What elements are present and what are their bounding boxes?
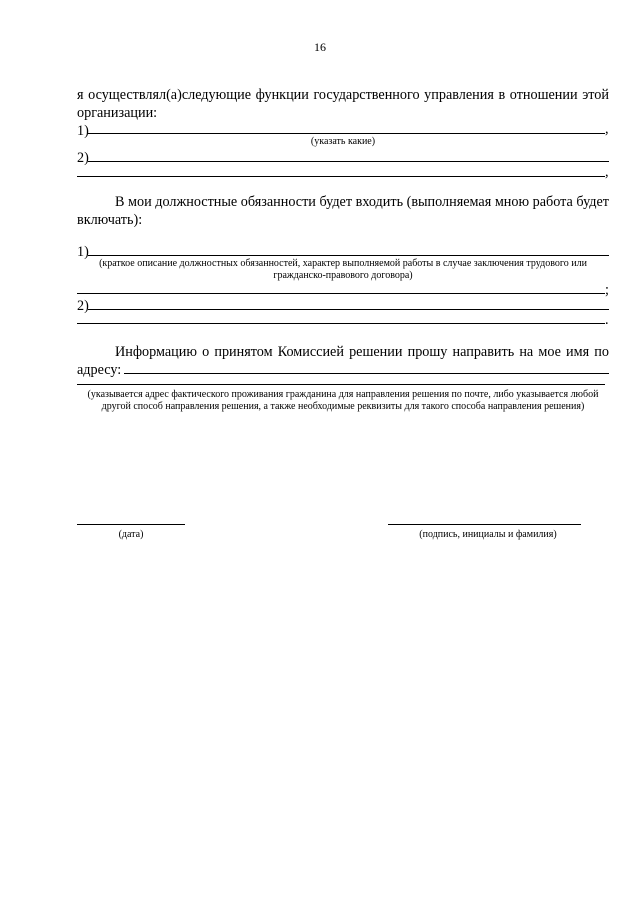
address-line[interactable] [124,373,609,374]
hint-specify: (указать какие) [310,136,376,147]
decision-intro: Информацию о принятом Комиссией решении прошу направить на мое имя по адресу: [77,344,609,378]
item-2-number: 2) [77,150,89,166]
functions-item-1-line[interactable] [88,133,605,134]
duties-item-2-line[interactable] [88,309,609,310]
signature-line[interactable] [388,524,581,525]
duties-item-1-number: 1) [77,244,89,260]
signature-caption: (подпись, инициалы и фамилия) [419,529,557,540]
duties-item-1-semicolon: ; [605,282,609,298]
date-caption: (дата) [118,529,144,540]
item-1-comma: , [605,121,609,137]
date-line[interactable] [77,524,185,525]
duties-item-1-line[interactable] [88,255,609,256]
duties-item-2-number: 2) [77,298,89,314]
page-number: 16 [314,40,326,54]
hint-duties: (краткое описание должностных обязанностей, характер выполняемой работы в случае заключения трудового или гражданско-правового договора) [99,258,587,281]
functions-item-2-continuation-line[interactable] [77,176,605,177]
functions-item-2-line[interactable] [88,161,609,162]
item-2-comma: , [605,164,609,180]
duties-item-2-period: . [605,312,609,328]
address-continuation-line[interactable] [77,384,605,385]
hint-address: (указывается адрес фактического проживания гражданина для направления решения по почте, либо указывается любой другой способ направления решения, а также необходимые реквизиты для такого способа направления решения) [87,389,599,412]
duties-item-1-continuation-line[interactable] [77,293,605,294]
duties-intro: В мои должностные обязанности будет входить (выполняемая мною работа будет включать): [77,194,609,228]
item-1-number: 1) [77,123,89,139]
duties-item-2-continuation-line[interactable] [77,323,605,324]
functions-intro: я осуществлял(а)следующие функции государственного управления в отношении этой организации: [77,87,609,121]
